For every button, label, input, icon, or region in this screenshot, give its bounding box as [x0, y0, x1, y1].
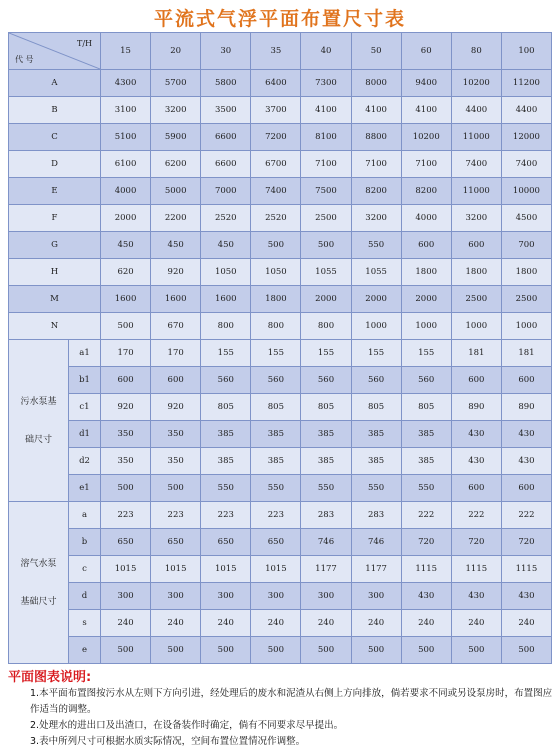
value-cell: 240: [151, 610, 201, 637]
value-cell: 800: [251, 313, 301, 340]
row-code-cell: s: [69, 610, 101, 637]
dimension-table: [8, 32, 552, 664]
value-cell: 800: [301, 313, 351, 340]
table-row: [9, 340, 552, 367]
row-code-cell: a: [69, 502, 101, 529]
value-cell: 240: [351, 610, 401, 637]
value-cell: 2000: [351, 286, 401, 313]
value-cell: 240: [301, 610, 351, 637]
row-code-cell: a1: [69, 340, 101, 367]
value-cell: 890: [451, 394, 501, 421]
row-code-cell: e: [69, 637, 101, 664]
value-cell: 155: [401, 340, 451, 367]
value-cell: 181: [451, 340, 501, 367]
value-cell: 650: [251, 529, 301, 556]
row-code-cell: E: [9, 178, 101, 205]
value-cell: 670: [151, 313, 201, 340]
capacity-header-cell: 35: [251, 33, 301, 70]
value-cell: 1050: [201, 259, 251, 286]
value-cell: 385: [201, 448, 251, 475]
table-row: [9, 421, 552, 448]
value-cell: 550: [401, 475, 451, 502]
notes-body: [8, 686, 556, 750]
value-cell: 155: [201, 340, 251, 367]
value-cell: 6700: [251, 151, 301, 178]
value-cell: 3500: [201, 97, 251, 124]
value-cell: 1050: [251, 259, 301, 286]
value-cell: 430: [451, 448, 501, 475]
value-cell: 1055: [351, 259, 401, 286]
value-cell: 223: [101, 502, 151, 529]
value-cell: 240: [501, 610, 551, 637]
value-cell: 1000: [351, 313, 401, 340]
value-cell: 300: [251, 583, 301, 610]
value-cell: 240: [201, 610, 251, 637]
value-cell: 550: [251, 475, 301, 502]
value-cell: 300: [151, 583, 201, 610]
value-cell: 1000: [501, 313, 551, 340]
value-cell: 650: [201, 529, 251, 556]
note-item-2: 2.处理水的进出口及出渣口，在设备装作时确定，倘有不同要求尽早提出。: [30, 720, 344, 731]
value-cell: 385: [401, 448, 451, 475]
value-cell: 283: [351, 502, 401, 529]
value-cell: 5800: [201, 70, 251, 97]
row-code-cell: H: [9, 259, 101, 286]
value-cell: 300: [351, 583, 401, 610]
value-cell: 700: [501, 232, 551, 259]
value-cell: 4400: [501, 97, 551, 124]
value-cell: 650: [151, 529, 201, 556]
note-item-3: 3.表中所列尺寸可根据水质实际情况，空间布置位置情况作调整。: [30, 736, 306, 747]
row-code-cell: B: [9, 97, 101, 124]
table-row: [9, 205, 552, 232]
value-cell: 181: [501, 340, 551, 367]
value-cell: 500: [201, 637, 251, 664]
table-row: [9, 637, 552, 664]
value-cell: 2000: [401, 286, 451, 313]
value-cell: 650: [101, 529, 151, 556]
value-cell: 805: [251, 394, 301, 421]
table-row: [9, 394, 552, 421]
value-cell: 560: [251, 367, 301, 394]
table-row: [9, 529, 552, 556]
value-cell: 430: [401, 583, 451, 610]
row-code-cell: c: [69, 556, 101, 583]
value-cell: 385: [401, 421, 451, 448]
table-row: [9, 502, 552, 529]
value-cell: 500: [101, 637, 151, 664]
value-cell: 155: [301, 340, 351, 367]
value-cell: 10200: [401, 124, 451, 151]
value-cell: 805: [301, 394, 351, 421]
table-row: [9, 610, 552, 637]
capacity-header-cell: 15: [101, 33, 151, 70]
page-title: 平流式气浮平面布置尺寸表: [153, 8, 406, 30]
value-cell: 1015: [201, 556, 251, 583]
value-cell: 7300: [301, 70, 351, 97]
value-cell: 600: [451, 475, 501, 502]
value-cell: 1115: [501, 556, 551, 583]
value-cell: 720: [401, 529, 451, 556]
row-code-cell: b1: [69, 367, 101, 394]
value-cell: 2520: [201, 205, 251, 232]
value-cell: 500: [351, 637, 401, 664]
row-code-cell: d2: [69, 448, 101, 475]
value-cell: 4000: [101, 178, 151, 205]
value-cell: 8200: [351, 178, 401, 205]
value-cell: 560: [301, 367, 351, 394]
note-item-1: 1.本平面布置图按污水从左则下方向引进，经处理后的废水和泥渣从右侧上方向排放，倘若要求不同或另设泵房时，布置图应作适当的调整。: [30, 688, 553, 715]
value-cell: 240: [451, 610, 501, 637]
row-code-cell: c1: [69, 394, 101, 421]
value-cell: 170: [101, 340, 151, 367]
value-cell: 8800: [351, 124, 401, 151]
row-code-cell: G: [9, 232, 101, 259]
value-cell: 6600: [201, 124, 251, 151]
value-cell: 223: [201, 502, 251, 529]
value-cell: 3700: [251, 97, 301, 124]
table-row: [9, 259, 552, 286]
value-cell: 385: [201, 421, 251, 448]
capacity-header-cell: 50: [351, 33, 401, 70]
value-cell: 920: [101, 394, 151, 421]
row-code-cell: F: [9, 205, 101, 232]
value-cell: 500: [251, 232, 301, 259]
table-row: [9, 583, 552, 610]
value-cell: 500: [101, 313, 151, 340]
group-label-line: 础尺寸: [24, 434, 52, 445]
value-cell: 430: [451, 421, 501, 448]
value-cell: 560: [201, 367, 251, 394]
value-cell: 3200: [151, 97, 201, 124]
value-cell: 385: [301, 448, 351, 475]
value-cell: 2500: [451, 286, 501, 313]
row-code-cell: d: [69, 583, 101, 610]
value-cell: 5900: [151, 124, 201, 151]
value-cell: 1115: [401, 556, 451, 583]
value-cell: 11000: [451, 178, 501, 205]
value-cell: 300: [101, 583, 151, 610]
capacity-header-cell: 80: [451, 33, 501, 70]
value-cell: 1115: [451, 556, 501, 583]
value-cell: 7100: [301, 151, 351, 178]
value-cell: 10200: [451, 70, 501, 97]
table-row: [9, 475, 552, 502]
value-cell: 1015: [251, 556, 301, 583]
value-cell: 385: [351, 421, 401, 448]
value-cell: 4100: [351, 97, 401, 124]
value-cell: 350: [101, 421, 151, 448]
value-cell: 155: [251, 340, 301, 367]
value-cell: 7400: [501, 151, 551, 178]
row-code-cell: D: [9, 151, 101, 178]
value-cell: 500: [451, 637, 501, 664]
value-cell: 7000: [201, 178, 251, 205]
value-cell: 222: [401, 502, 451, 529]
table-row: [9, 70, 552, 97]
value-cell: 2200: [151, 205, 201, 232]
row-code-cell: M: [9, 286, 101, 313]
value-cell: 4000: [401, 205, 451, 232]
value-cell: 385: [351, 448, 401, 475]
value-cell: 1055: [301, 259, 351, 286]
value-cell: 6200: [151, 151, 201, 178]
value-cell: 600: [451, 232, 501, 259]
value-cell: 385: [251, 448, 301, 475]
value-cell: 500: [301, 637, 351, 664]
group-label-line: 污水泵基: [20, 396, 57, 407]
value-cell: 350: [101, 448, 151, 475]
value-cell: 6600: [201, 151, 251, 178]
value-cell: 450: [101, 232, 151, 259]
table-row: [9, 556, 552, 583]
value-cell: 746: [351, 529, 401, 556]
value-cell: 3200: [351, 205, 401, 232]
value-cell: 240: [251, 610, 301, 637]
value-cell: 300: [201, 583, 251, 610]
value-cell: 805: [401, 394, 451, 421]
value-cell: 1177: [351, 556, 401, 583]
row-code-cell: C: [9, 124, 101, 151]
value-cell: 240: [101, 610, 151, 637]
value-cell: 500: [151, 475, 201, 502]
value-cell: 1015: [151, 556, 201, 583]
value-cell: 350: [151, 448, 201, 475]
capacity-header-cell: 40: [301, 33, 351, 70]
capacity-header-cell: 20: [151, 33, 201, 70]
value-cell: 1000: [451, 313, 501, 340]
value-cell: 2000: [301, 286, 351, 313]
value-cell: 620: [101, 259, 151, 286]
value-cell: 223: [151, 502, 201, 529]
value-cell: 7400: [451, 151, 501, 178]
value-cell: 7400: [251, 178, 301, 205]
value-cell: 500: [251, 637, 301, 664]
value-cell: 550: [301, 475, 351, 502]
value-cell: 4100: [401, 97, 451, 124]
value-cell: 283: [301, 502, 351, 529]
table-row: [9, 124, 552, 151]
value-cell: 223: [251, 502, 301, 529]
row-code-cell: e1: [69, 475, 101, 502]
value-cell: 550: [201, 475, 251, 502]
value-cell: 3100: [101, 97, 151, 124]
value-cell: 11000: [451, 124, 501, 151]
value-cell: 222: [451, 502, 501, 529]
value-cell: 600: [451, 367, 501, 394]
value-cell: 430: [501, 421, 551, 448]
value-cell: 9400: [401, 70, 451, 97]
table-row: [9, 178, 552, 205]
capacity-header-cell: 30: [201, 33, 251, 70]
value-cell: 600: [501, 475, 551, 502]
value-cell: 2000: [101, 205, 151, 232]
table-row: [9, 97, 552, 124]
value-cell: 560: [351, 367, 401, 394]
value-cell: 5000: [151, 178, 201, 205]
value-cell: 560: [401, 367, 451, 394]
value-cell: 920: [151, 259, 201, 286]
value-cell: 1600: [201, 286, 251, 313]
value-cell: 2500: [501, 286, 551, 313]
value-cell: 550: [351, 232, 401, 259]
value-cell: 1177: [301, 556, 351, 583]
value-cell: 500: [151, 637, 201, 664]
value-cell: 1800: [451, 259, 501, 286]
value-cell: 805: [201, 394, 251, 421]
value-cell: 8100: [301, 124, 351, 151]
row-code-cell: d1: [69, 421, 101, 448]
value-cell: 6400: [251, 70, 301, 97]
value-cell: 920: [151, 394, 201, 421]
table-row: [9, 286, 552, 313]
value-cell: 7500: [301, 178, 351, 205]
value-cell: 746: [301, 529, 351, 556]
table-row: [9, 448, 552, 475]
value-cell: 805: [351, 394, 401, 421]
value-cell: 500: [301, 232, 351, 259]
value-cell: 2500: [301, 205, 351, 232]
value-cell: 170: [151, 340, 201, 367]
value-cell: 7200: [251, 124, 301, 151]
value-cell: 6100: [101, 151, 151, 178]
value-cell: 222: [501, 502, 551, 529]
table-row: [9, 367, 552, 394]
row-code-cell: b: [69, 529, 101, 556]
group-label-line: 溶气水泵: [20, 558, 57, 569]
group-label-line: 基础尺寸: [20, 596, 57, 607]
value-cell: 1015: [101, 556, 151, 583]
value-cell: 4100: [301, 97, 351, 124]
value-cell: 1600: [101, 286, 151, 313]
value-cell: 1800: [251, 286, 301, 313]
value-cell: 5700: [151, 70, 201, 97]
value-cell: 155: [351, 340, 401, 367]
value-cell: 450: [151, 232, 201, 259]
value-cell: 385: [251, 421, 301, 448]
value-cell: 800: [201, 313, 251, 340]
value-cell: 600: [501, 367, 551, 394]
value-cell: 350: [151, 421, 201, 448]
capacity-header-cell: 100: [501, 33, 551, 70]
capacity-header-cell: 60: [401, 33, 451, 70]
table-row: [9, 151, 552, 178]
value-cell: 12000: [501, 124, 551, 151]
header-corner-cell: [9, 33, 101, 70]
value-cell: 4300: [101, 70, 151, 97]
value-cell: 1000: [401, 313, 451, 340]
value-cell: 430: [501, 448, 551, 475]
value-cell: 1600: [151, 286, 201, 313]
value-cell: 430: [451, 583, 501, 610]
sewage-pump-group-label: [9, 340, 69, 502]
code-axis-label: 代 号: [15, 55, 34, 64]
value-cell: 8000: [351, 70, 401, 97]
value-cell: 720: [501, 529, 551, 556]
row-code-cell: A: [9, 70, 101, 97]
value-cell: 10000: [501, 178, 551, 205]
row-code-cell: N: [9, 313, 101, 340]
capacity-axis-label: T/H: [76, 39, 92, 48]
value-cell: 550: [351, 475, 401, 502]
value-cell: 890: [501, 394, 551, 421]
value-cell: 500: [501, 637, 551, 664]
value-cell: 1800: [401, 259, 451, 286]
value-cell: 11200: [501, 70, 551, 97]
value-cell: 500: [101, 475, 151, 502]
table-row: [9, 313, 552, 340]
value-cell: 600: [101, 367, 151, 394]
value-cell: 2520: [251, 205, 301, 232]
value-cell: 430: [501, 583, 551, 610]
value-cell: 240: [401, 610, 451, 637]
value-cell: 385: [301, 421, 351, 448]
table-row: [9, 232, 552, 259]
value-cell: 3200: [451, 205, 501, 232]
value-cell: 600: [151, 367, 201, 394]
header-row: [9, 33, 552, 70]
value-cell: 450: [201, 232, 251, 259]
value-cell: 7100: [401, 151, 451, 178]
value-cell: 7100: [351, 151, 401, 178]
value-cell: 300: [301, 583, 351, 610]
value-cell: 500: [401, 637, 451, 664]
value-cell: 4400: [451, 97, 501, 124]
value-cell: 720: [451, 529, 501, 556]
notes-heading: 平面图表说明:: [8, 670, 92, 685]
value-cell: 5100: [101, 124, 151, 151]
dissolved-air-pump-group-label: [9, 502, 69, 664]
value-cell: 4500: [501, 205, 551, 232]
value-cell: 8200: [401, 178, 451, 205]
value-cell: 600: [401, 232, 451, 259]
value-cell: 1800: [501, 259, 551, 286]
